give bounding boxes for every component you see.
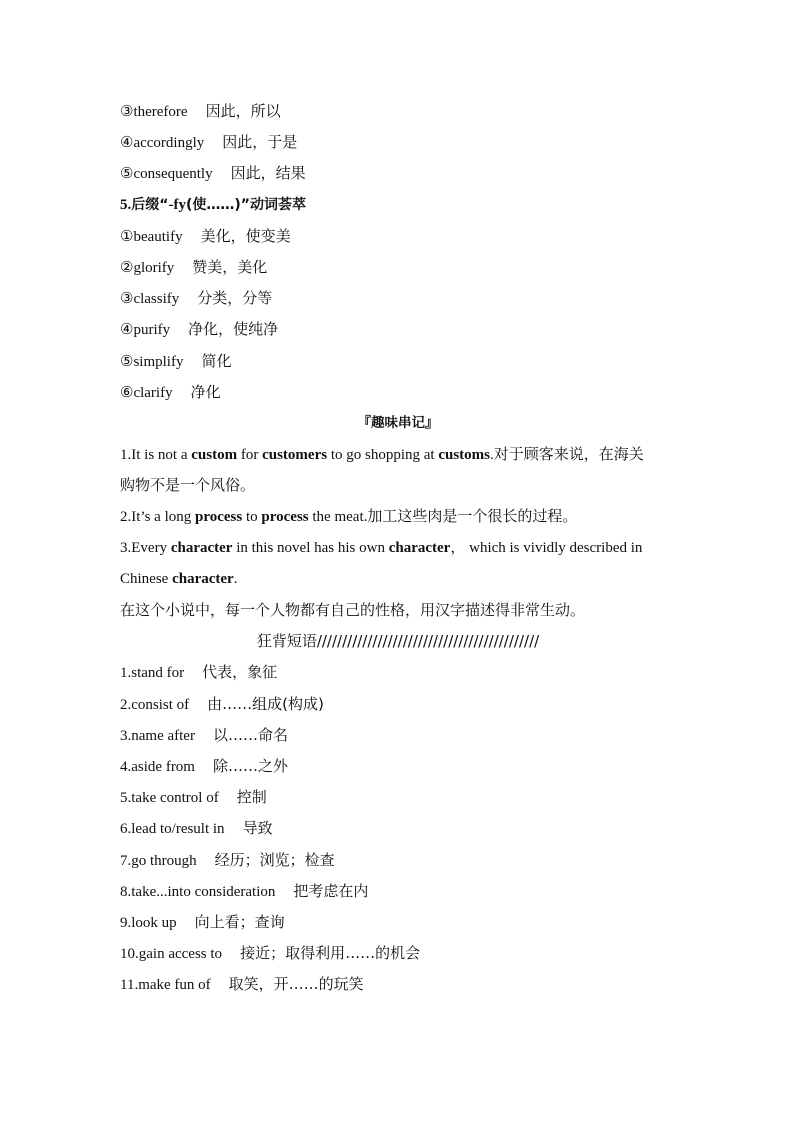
phrase-en: 4.aside from (120, 758, 195, 775)
list-item (120, 377, 676, 408)
section-title-prefix: 后缀“ (131, 196, 169, 213)
example-sentence-1-cont (120, 470, 676, 501)
phrase-item (120, 969, 676, 1000)
highlight-word: process (195, 509, 243, 526)
item-meaning: 净化 (190, 382, 221, 401)
item-word: clarify (133, 384, 173, 401)
document-content (120, 96, 676, 1000)
item-number: ① (120, 228, 134, 245)
highlight-word: process (261, 509, 309, 526)
phrase-en: 9.look up (120, 914, 177, 931)
item-meaning: 分类，分等 (197, 289, 273, 308)
example-sentence-1: 1.It is not a custom for customers to go shopping at customs.对于顾客来说，在海关 (120, 445, 644, 464)
phrases-heading: 狂背短语//////////////////////////////////////////// (256, 632, 540, 651)
phrase-zh: 由……组成(构成) (207, 694, 324, 713)
list-item (120, 158, 676, 189)
phrase-zh: 接近；取得利用……的机会 (240, 944, 421, 963)
item-word: beautify (133, 228, 183, 245)
phrase-en: 7.go through (120, 852, 197, 869)
highlight-word: customers (262, 447, 328, 464)
phrase-item (120, 657, 676, 688)
highlight-word: character (388, 539, 451, 556)
item-number: ④ (120, 322, 134, 339)
phrase-en: 6.lead to/result in (120, 821, 225, 838)
list-item (120, 221, 676, 252)
phrase-zh: 向上看；查询 (194, 912, 285, 931)
item-word: consequently (133, 166, 213, 183)
item-meaning: 简化 (201, 351, 232, 370)
phrase-en: 3.name after (120, 727, 195, 744)
sentence-translation: 购物不是一个风俗。 (120, 476, 256, 495)
list-item (120, 314, 676, 345)
item-meaning: 美化，使变美 (200, 226, 291, 245)
phrase-en: 10.gain access to (120, 946, 223, 963)
item-meaning: 净化，使纯净 (188, 320, 279, 339)
item-number: ③ (120, 291, 134, 308)
phrase-item (120, 876, 676, 907)
phrase-en: 8.take...into consideration (120, 883, 276, 900)
list-item (120, 283, 676, 314)
phrase-item (120, 720, 676, 751)
phrase-en: 5.take control of (120, 790, 219, 807)
item-word: glorify (133, 259, 175, 276)
sentence-translation: 对于顾客来说，在海关 (493, 445, 644, 464)
fun-memo-heading: 『趣味串记』 (357, 414, 439, 431)
phrase-zh: 经历；浏览；检查 (214, 850, 335, 869)
highlight-word: character (172, 570, 234, 587)
phrase-en: 1.stand for (120, 665, 185, 682)
phrase-en: 2.consist of (120, 696, 190, 713)
item-number: ④ (120, 135, 134, 152)
highlight-word: customs (438, 447, 490, 464)
list-item (120, 346, 676, 377)
phrase-item (120, 907, 676, 938)
example-sentence-2: 2.It’s a long process to process the meat.加工这些肉是一个很长的过程。 (120, 507, 578, 526)
item-number: ② (120, 259, 134, 276)
item-meaning: 因此，结果 (230, 164, 306, 183)
phrase-item (120, 689, 676, 720)
phrase-zh: 导致 (242, 819, 273, 838)
example-sentence-3: 3.Every character in this novel has his own character， which is vividly described in (120, 539, 643, 556)
phrase-zh: 取笑，开……的玩笑 (228, 975, 364, 994)
phrase-item (120, 813, 676, 844)
item-number: ③ (120, 104, 134, 120)
example-sentence-3-cont: Chinese character. (120, 570, 238, 587)
item-number: ⑤ (120, 166, 134, 183)
item-word: purify (133, 322, 171, 339)
phrase-item (120, 782, 676, 813)
phrase-zh: 控制 (236, 788, 267, 807)
item-meaning: 赞美，美化 (192, 257, 268, 276)
item-word: classify (133, 291, 180, 308)
section-heading: 5.后缀“-fy(使……)”动词荟萃 (120, 196, 306, 213)
item-word: simplify (133, 353, 184, 370)
phrase-zh: 除……之外 (212, 756, 288, 775)
item-meaning: 因此，于是 (222, 133, 298, 152)
list-item (120, 96, 676, 127)
phrase-item (120, 845, 676, 876)
phrase-zh: 以……命名 (212, 725, 288, 744)
item-number: ⑥ (120, 384, 134, 401)
section-number: 5 (120, 196, 128, 213)
example-sentence-3-translation (120, 595, 676, 626)
section-title-suffix: (使……)”动词荟萃 (185, 196, 306, 213)
phrase-en: 11.make fun of (120, 977, 211, 994)
item-word: therefore (133, 104, 188, 120)
sentence-translation: 加工这些肉是一个很长的过程。 (367, 507, 578, 526)
item-number: ⑤ (120, 353, 134, 370)
phrase-zh: 代表，象征 (202, 663, 278, 682)
phrase-item (120, 751, 676, 782)
list-item (120, 252, 676, 283)
sentence-translation: 在这个小说中，每一个人物都有自己的性格，用汉字描述得非常生动。 (120, 601, 586, 619)
highlight-word: character (170, 539, 233, 556)
item-meaning: 因此，所以 (205, 102, 281, 120)
phrase-item (120, 938, 676, 969)
item-word: accordingly (133, 135, 205, 152)
list-item (120, 127, 676, 158)
section-suffix: -fy (168, 196, 186, 213)
highlight-word: custom (191, 447, 238, 464)
phrase-zh: 把考虑在内 (293, 881, 369, 900)
